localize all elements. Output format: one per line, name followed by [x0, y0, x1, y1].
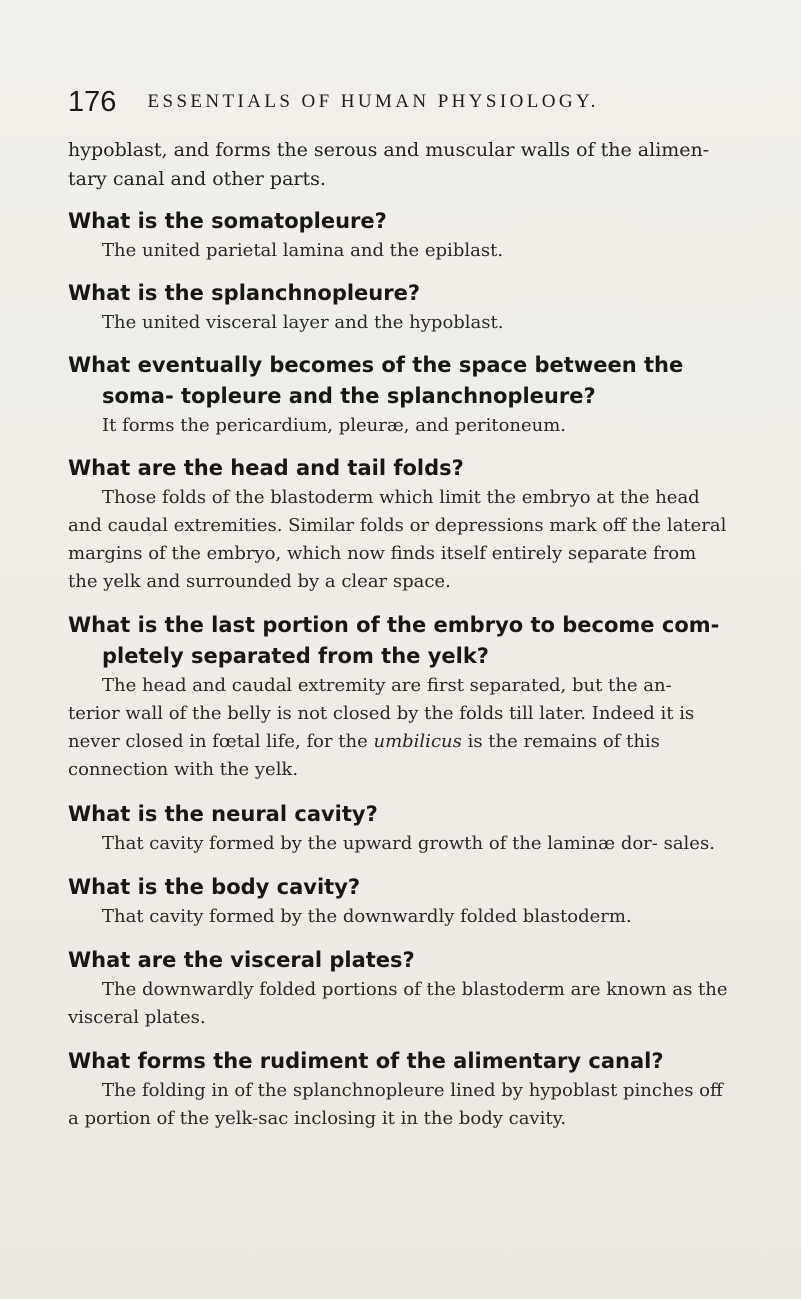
- qa-item: [68, 350, 728, 440]
- question-heading: What forms the rudiment of the alimentary canal?: [68, 1049, 664, 1073]
- intro-paragraph: hypoblast, and forms the serous and muscular walls of the alimen- tary canal and other parts.: [68, 139, 710, 190]
- question-heading: What is the last portion of the embryo to become com- pletely separated from the yelk?: [68, 613, 720, 668]
- qa-item: [68, 278, 728, 337]
- answer-text: It forms the pericardium, pleuræ, and peritoneum.: [102, 415, 567, 436]
- qa-item: [68, 453, 728, 596]
- page-number: 176: [68, 86, 117, 118]
- qa-item: [68, 945, 728, 1032]
- question-heading: What are the head and tail folds?: [68, 456, 464, 480]
- answer-text: The downwardly folded portions of the blastoderm are known as the visceral plates.: [68, 979, 728, 1028]
- qa-item: [68, 206, 728, 265]
- qa-item: [68, 1046, 728, 1133]
- answer-text: The folding in of the splanchnopleure lined by hypoblast pinches off a portion of the yelk-sac inclosing it in the body cavity.: [68, 1080, 723, 1129]
- running-title: ESSENTIALS OF HUMAN PHYSIOLOGY.: [147, 91, 599, 112]
- qa-item: [68, 799, 728, 858]
- question-heading: What are the visceral plates?: [68, 948, 415, 972]
- question-heading: What is the splanchnopleure?: [68, 281, 421, 305]
- question-heading: What is the neural cavity?: [68, 802, 378, 826]
- page-header: [68, 82, 718, 122]
- answer-text: [68, 672, 728, 784]
- answer-italic-term: umbilicus: [373, 731, 462, 752]
- answer-text: That cavity formed by the downwardly folded blastoderm.: [102, 906, 632, 927]
- answer-text-part: is the remains of this connection with the yelk.: [68, 731, 660, 780]
- answer-text-part: The head and caudal extremity are first separated, but the an- terior wall of the belly is not closed by the folds till later. Indeed it is never closed in fœtal life, for the: [68, 675, 695, 752]
- question-heading: What is the body cavity?: [68, 875, 361, 899]
- answer-text: Those folds of the blastoderm which limit the embryo at the head and caudal extremities. Similar folds or depressions mark off the lateral margins of the embryo, which now finds itself entirely separate from the yelk and surrounded by a clear space.: [68, 487, 727, 592]
- qa-item: [68, 610, 728, 784]
- question-heading: What is the somatopleure?: [68, 209, 387, 233]
- answer-text: The united visceral layer and the hypoblast.: [102, 312, 504, 333]
- qa-item: [68, 872, 728, 931]
- page-content: [68, 136, 728, 1133]
- answer-text: That cavity formed by the upward growth of the laminæ dor- sales.: [102, 833, 715, 854]
- answer-text: The united parietal lamina and the epiblast.: [102, 240, 504, 261]
- question-heading: What eventually becomes of the space between the soma- topleure and the splanchnopleure?: [68, 353, 684, 408]
